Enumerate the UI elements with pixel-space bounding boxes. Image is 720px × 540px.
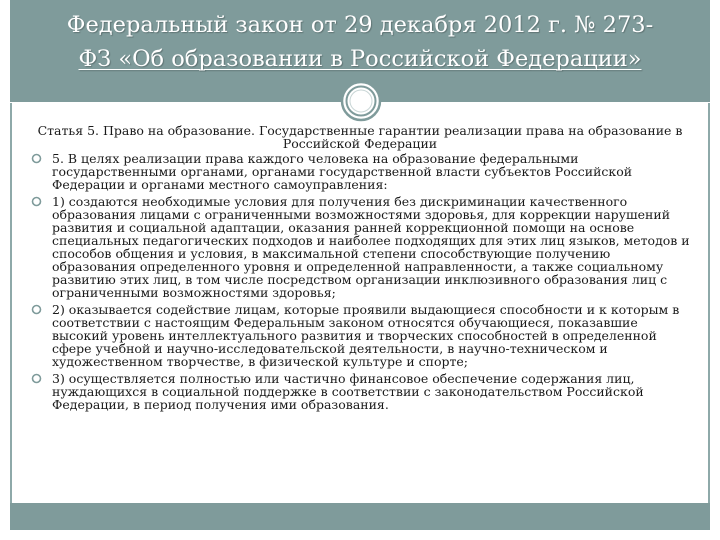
list-item-text: 2) оказывается содействие лицам, которые проявили выдающиеся способности и к которым в соответствии с настоящим Федеральным законом относятся обучающиеся, показавшие высокий уровень интеллектуального развития и творческих способностей в определенной сфере учебной и научно-исследовательской деятельности, в научно-техническом и художественном творчестве, в физической культуре и спорте; — [52, 302, 680, 369]
list-item-text: 5. В целях реализации права каждого человека на образование федеральными государственными органами, органами государственной власти субъектов Российской Федерации и органами местного самоуправления: — [52, 151, 633, 192]
title-line-2: ФЗ «Об образовании в Российской Федерации» — [78, 46, 642, 72]
ring-bullet-icon — [31, 153, 42, 164]
title-line-1: Федеральный закон от 29 декабря 2012 г. № 273- — [66, 12, 654, 38]
list-item — [28, 372, 692, 411]
slide-body — [28, 124, 692, 415]
slide-title — [24, 8, 696, 76]
ring-bullet-icon — [31, 304, 42, 315]
list-item-text: 1) создаются необходимые условия для получения без дискриминации качественного образования лицами с ограниченными возможностями здоровья, для коррекции нарушений развития и социальной адаптации, оказания ранней коррекционной помощи на основе специальных педагогических подходов и наиболее подходящих для этих лиц языков, методов и способов общения и условия, в максимальной степени способствующие получению образования определенного уровня и определенной направленности, а также социальному развитию этих лиц, в том числе посредством организации инклюзивного образования лиц с ограниченными возможностями здоровья; — [52, 194, 690, 300]
list-item — [28, 152, 692, 191]
list-item — [28, 195, 692, 299]
list-item-text: 3) осуществляется полностью или частично финансовое обеспечение содержания лиц, нуждающихся в социальной поддержке в соответствии с законодательством Российской Федерации, в период получения ими образования. — [52, 371, 644, 412]
ring-bullet-icon — [31, 196, 42, 207]
article-list — [28, 152, 692, 411]
article-heading: Статья 5. Право на образование. Государственные гарантии реализации права на образование в Российской Федерации — [37, 123, 683, 151]
ring-bullet-icon — [31, 373, 42, 384]
list-item — [28, 303, 692, 368]
bottom-band — [10, 503, 710, 530]
double-ring-ornament-icon — [340, 80, 382, 122]
